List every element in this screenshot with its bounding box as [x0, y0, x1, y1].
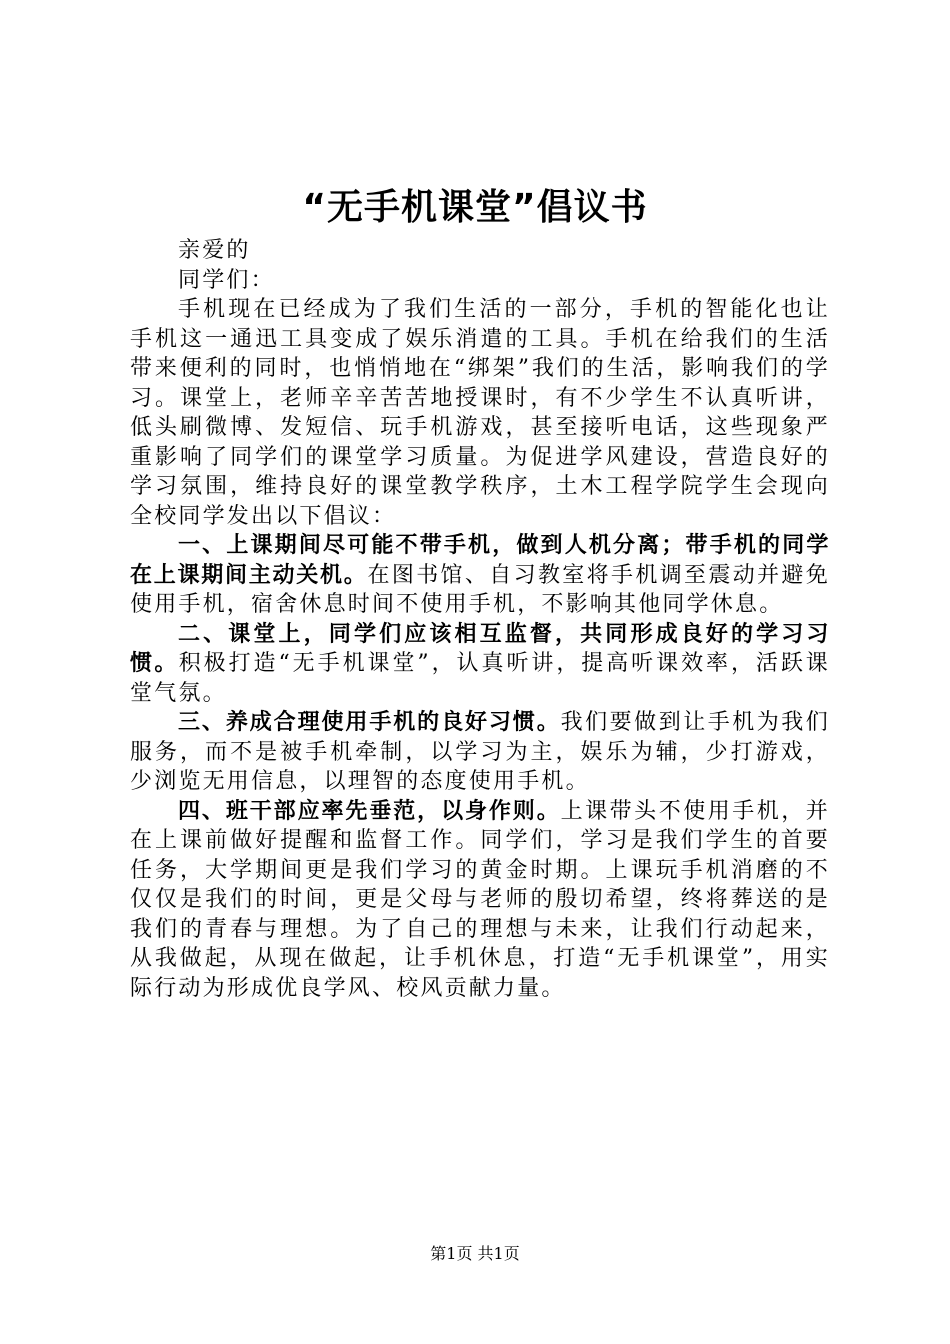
- item-text-2: 积极打造“无手机课堂”，认真听讲，提高听课效率，活跃课堂气氛。: [130, 651, 830, 706]
- item-text-4: 上课带头不使用手机，并在上课前做好提醒和监督工作。同学们，学习是我们学生的首要任务，大学期间更是我们学习的黄金时期。上课玩手机消磨的不仅仅是我们的时间，更是父母与老师的殷切希望，终将葬送的是我们的青春与理想。为了自己的理想与未来，让我们行动起来，从我做起，从现在做起，让手机休息，打造“无手机课堂”，用实际行动为形成优良学风、校风贡献力量。: [130, 798, 830, 1001]
- item-paragraph-2: [130, 620, 830, 709]
- item-heading-1: 一、上课期间尽可能不带手机，做到人机分离；带手机的同学在上课期间主动关机。: [130, 533, 830, 588]
- item-paragraph-4: [130, 797, 830, 1004]
- item-heading-2: 二、课堂上，同学们应该相互监督，共同形成良好的学习习惯。: [130, 621, 830, 676]
- salutation-line-1: 亲爱的: [178, 238, 251, 263]
- item-text-1: 在图书馆、自习教室将手机调至震动并避免使用手机，宿舍休息时间不使用手机，不影响其他同学休息。: [130, 562, 830, 617]
- intro-paragraph: 手机现在已经成为了我们生活的一部分，手机的智能化也让手机这一通迅工具变成了娱乐消遣的工具。手机在给我们的生活带来便利的同时，也悄悄地在“绑架”我们的生活，影响我们的学习。课堂上，老师辛辛苦苦地授课时，有不少学生不认真听讲，低头刷微博、发短信、玩手机游戏，甚至接听电话，这些现象严重影响了同学们的课堂学习质量。为促进学风建设，营造良好的学习氛围，维持良好的课堂教学秩序，土木工程学院学生会现向全校同学发出以下倡议：: [130, 297, 830, 529]
- page-footer: 第1页 共1页: [430, 1244, 520, 1263]
- document-title: “无手机课堂”倡议书: [302, 187, 648, 228]
- item-paragraph-3: [130, 708, 830, 797]
- item-heading-3: 三、养成合理使用手机的良好习惯。: [178, 710, 561, 735]
- document-body: [130, 236, 830, 1003]
- item-paragraph-1: [130, 531, 830, 620]
- item-text-3: 我们要做到让手机为我们服务，而不是被手机牵制，以学习为主，娱乐为辅，少打游戏，少浏览无用信息，以理智的态度使用手机。: [130, 710, 830, 794]
- salutation-line-2: 同学们：: [178, 267, 275, 293]
- item-heading-4: 四、班干部应率先垂范，以身作则。: [178, 798, 561, 824]
